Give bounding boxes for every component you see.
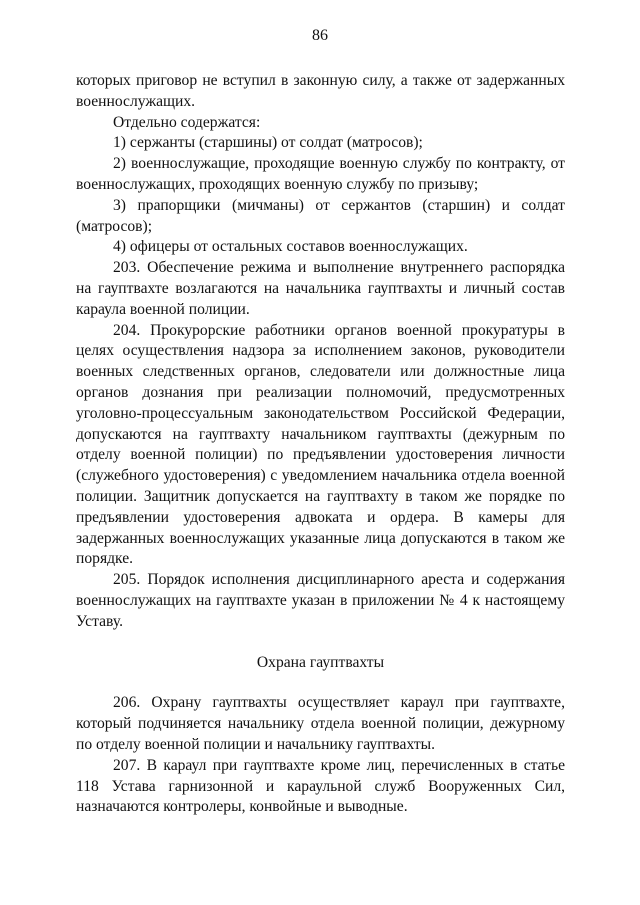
paragraph-continuation: которых приговор не вступил в законную силу, а также от задержанных военнослужащих. — [76, 72, 565, 110]
paragraph-204: 204. Прокурорские работники органов военной прокуратуры в целях осуществления надзора за исполнением законов, руководители военных следственных органов, следователи или должностные лица органов дознания при реализации полномочий, предусмотренных уголовно-процессуальным законодательством Российской Федерации, допускаются на гауптвахту начальником гауптвахты (дежурным по отделу военной полиции) по предъявлении удостоверения личности (служебного удостоверения) с уведомлением начальника отдела военной полиции. Защитник допускается на гауптвахту в таком же порядке по предъявлении удостоверения адвоката и ордера. В камеры для задержанных военнослужащих указанные лица допускаются в таком же порядке. — [76, 321, 565, 568]
paragraph-205: 205. Порядок исполнения дисциплинарного ареста и содержания военнослужащих на гауптвахте указан в приложении № 4 к настоящему Уставу. — [76, 571, 565, 630]
list-item-1: 1) сержанты (старшины) от солдат (матросов); — [113, 134, 423, 152]
paragraph-207: 207. В караул при гауптвахте кроме лиц, перечисленных в статье 118 Устава гарнизонной и караульной служб Вооруженных Сил, назначаются контролеры, конвойные и выводные. — [76, 756, 565, 816]
page-number: 86 — [312, 27, 328, 44]
paragraph-203: 203. Обеспечение режима и выполнение внутреннего распорядка на гауптвахте возлагаются на начальника гауптвахты и личный состав караула военной полиции. — [76, 259, 565, 318]
paragraph-206: 206. Охрану гауптвахты осуществляет караул при гауптвахте, который подчиняется начальнику отдела военной полиции, дежурному по отделу военной полиции и начальнику гауптвахты. — [76, 694, 565, 753]
list-item-4: 4) офицеры от остальных составов военнослужащих. — [113, 238, 468, 256]
list-item-3: 3) прапорщики (мичманы) от сержантов (старшин) и солдат (матросов); — [76, 196, 565, 235]
document-body — [76, 71, 565, 818]
list-item-2: 2) военнослужащие, проходящие военную службу по контракту, от военнослужащих, проходящих военную службу по призыву; — [76, 155, 565, 193]
paragraph-separately-kept: Отдельно содержатся: — [113, 113, 261, 131]
section-heading: Охрана гауптвахты — [256, 653, 385, 671]
